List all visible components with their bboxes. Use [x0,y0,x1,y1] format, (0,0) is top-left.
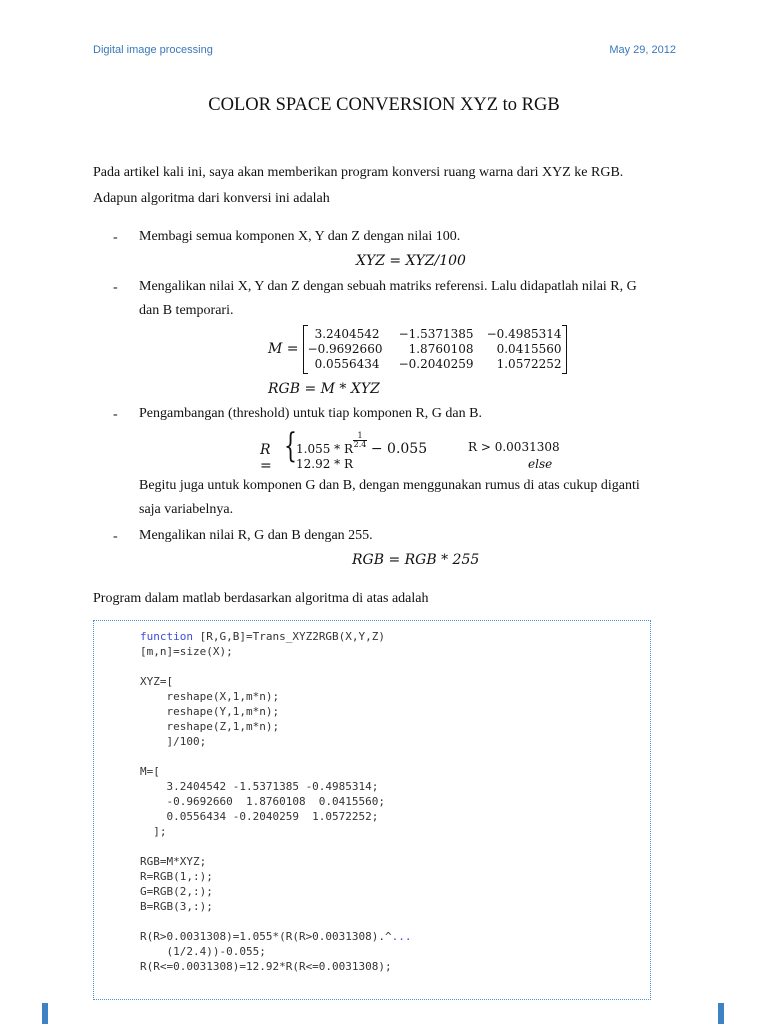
matlab-code [140,629,412,974]
page-title: COLOR SPACE CONVERSION XYZ to RGB [208,95,560,115]
formula-rgb-product: RGB = M * XYZ [268,381,380,397]
bullet-dash: - [113,529,118,544]
matrix-body [303,325,567,374]
code-body: [m,n]=size(X); XYZ=[ reshape(X,1,m*n); reshape(Y,1,m*n); reshape(Z,1,m*n); ]/100; M=[ 3.2404542 -1.5371385 -0.4985314; -0.9692660 1.8760108 0.0415560; 0.0556434 -0.2040259 1.0572252; ]; RGB=M*XYZ; R=RGB(1,:); G=RGB(2,:); B=RGB(3,:); R(R>0.0031308)=1.055*(R(R>0.0031308).^ [140,645,392,943]
header-left: Digital image processing [93,44,213,56]
code-continuation: ... [391,930,412,943]
case-2-condition: else [528,457,553,471]
piecewise-label: R = [260,442,272,474]
step-2-text [139,275,684,323]
step-4-text: Mengalikan nilai R, G dan B dengan 255. [139,528,373,543]
step-2-line-2: dan B temporari. [139,303,234,318]
bullet-dash: - [113,407,118,422]
step-3-note [139,474,684,522]
matrix-cell: 0.0556434 [314,356,380,371]
matrix-cell: 1.8760108 [408,341,474,356]
intro-paragraph [93,160,683,212]
case-1-expression: 1.055 * R $\frac{1}{2.4}$ − 0.055 [296,431,428,457]
matrix-row [308,357,562,372]
note-line-1: Begitu juga untuk komponen G dan B, dengan menggunakan rumus di atas cukup diganti [139,478,640,493]
matrix-cell: −1.5371385 [398,326,474,341]
code-tail: (1/2.4))-0.055; R(R<=0.0031308)=12.92*R(R<=0.0031308); [140,945,392,973]
matrix-row [308,342,562,357]
matrix-cell: 1.0572252 [496,356,562,371]
step-1-text: Membagi semua komponen X, Y dan Z dengan nilai 100. [139,229,461,244]
left-brace: { [284,426,297,466]
formula-rgb-scale: RGB = RGB * 255 [352,552,480,568]
code-first-line: [R,G,B]=Trans_XYZ2RGB(X,Y,Z) [192,630,386,643]
intro-line-2: Adapun algoritma dari konversi ini adalah [93,191,330,206]
intro-line-1: Pada artikel kali ini, saya akan memberikan program konversi ruang warna dari XYZ ke RGB. [93,165,624,180]
matrix-cell: −0.2040259 [398,356,474,371]
matrix-cell: 0.0415560 [496,341,562,356]
case-2-expression: 12.92 * R [296,457,354,471]
code-keyword: function [140,630,193,643]
matrix-cell: 3.2404542 [314,326,380,341]
code-block [93,620,651,1000]
case-1-condition: R > 0.0031308 [468,440,560,454]
note-line-2: saja variabelnya. [139,502,234,517]
header-date: May 29, 2012 [609,44,676,56]
right-footer-bar [718,1003,724,1024]
formula-xyz: XYZ = XYZ/100 [356,253,466,269]
matrix-row [308,327,562,342]
left-footer-bar [42,1003,48,1024]
step-3-text: Pengambangan (threshold) untuk tiap komponen R, G dan B. [139,406,482,421]
matrix-label: M = [268,341,299,357]
bullet-dash: - [113,280,118,295]
matrix-cell: −0.4985314 [486,326,562,341]
reference-matrix [268,322,567,376]
bullet-dash: - [113,230,118,245]
matrix-cell: −0.9692660 [307,341,383,356]
program-intro: Program dalam matlab berdasarkan algoritma di atas adalah [93,591,429,606]
step-2-line-1: Mengalikan nilai X, Y dan Z dengan sebuah matriks referensi. Lalu didapatlah nilai R, G [139,279,637,294]
